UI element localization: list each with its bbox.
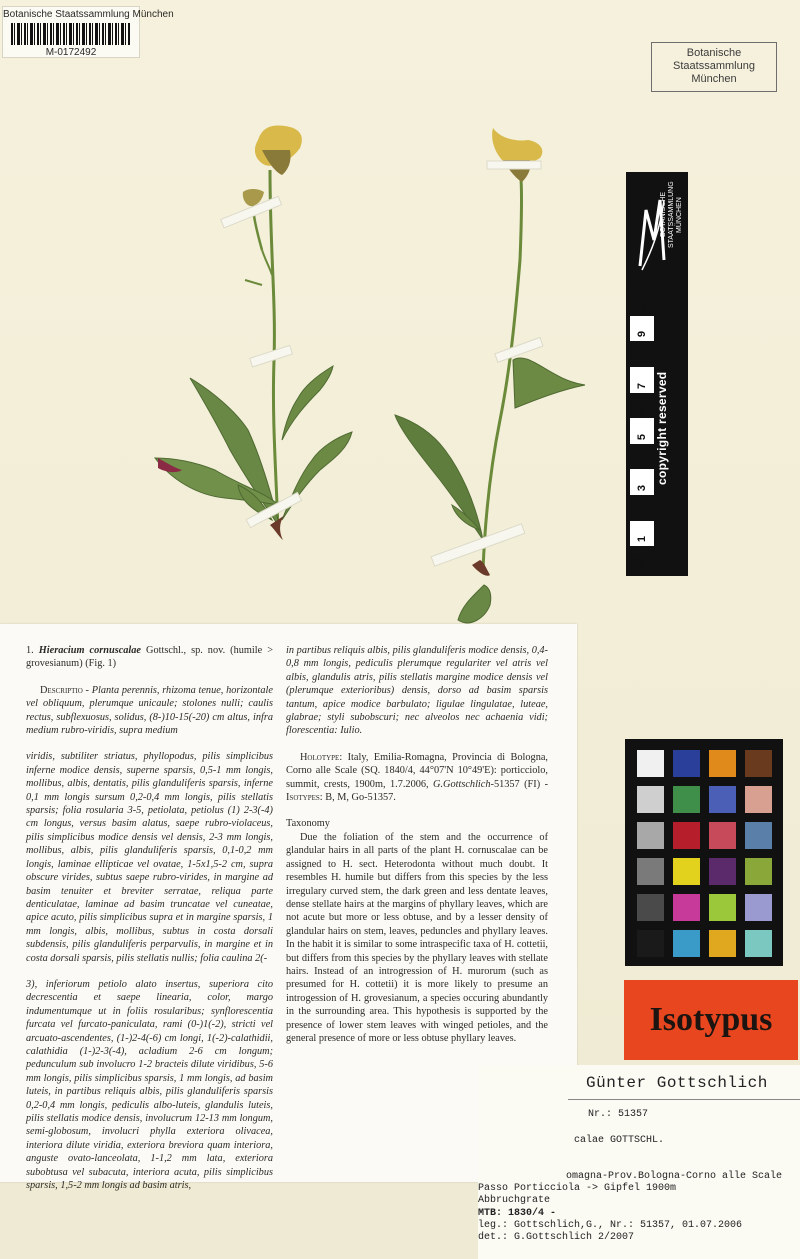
left-specimen (155, 126, 352, 540)
color-patch (709, 858, 736, 885)
locality-line: omagna-Prov.Bologna-Corno alle Scale (566, 1171, 783, 1182)
descriptio-continued: viridis, subtiliter striatus, phyllopodus, pilis simplicibus inferne modice densis, superne sparsis, 0,5-1 mm longis, mollibus, albis, dentatis, pilis glanduliferis sparsis, inferne 0,1 mm longis sursum 0,2-0,4 mm longis, pilis stellatis sparsis; folia rosularia 3-5, petiolata, petiolus (1) 2-3(-4) cm longus, versus basim alatus, saepe rubro-violaceus, pilis simplicibus modice densis vel densis, 2-3 mm longis, mollibus, albis, pilis glanduliferis sparsis, 0,1-0,2 mm longis, laminae ellipticae vel ovatae, 1-5x1,5-2 cm, supra obscure virides, subtus saepe rubro-virides, in margine ad basim tenuiter et breviter serratae, reliqua parte denticulatae, laminae ad basim truncatae vel cuneatae, apice acuto, pilis simplicibus supra et in margine sparsis, 1 mm longis, albis, mollibus, subtus in costa dorsali subdensis, pilis glanduliferis perparvulis, in margine et in costa dorsali sparsis, pilis stellatis nullis; folia caulina 2(- (26, 751, 273, 964)
locality-line: Passo Porticciola -> Gipfel 1900m (478, 1183, 677, 1194)
color-patch (709, 894, 736, 921)
color-patch (745, 786, 772, 813)
collection-number: Nr.: 51357 (588, 1109, 649, 1120)
barcode-number: M-0172492 (45, 47, 97, 58)
scale-ruler (630, 290, 654, 572)
det-line: det.: G.Gottschlich 2/2007 (478, 1232, 635, 1243)
color-patch (673, 750, 700, 777)
scale-bar (626, 172, 688, 576)
ruler-tick-label: 8 (636, 356, 648, 363)
stamp-line: München (691, 73, 737, 85)
color-patch (709, 786, 736, 813)
label-divider (568, 1099, 800, 1100)
color-patch (637, 930, 664, 957)
ruler-tick-label: 7 (636, 382, 648, 389)
color-patch (637, 822, 664, 849)
ruler-tick-label: 1 (636, 536, 648, 543)
barcode-institution: Botanische Staatssammlung München (3, 9, 174, 20)
color-patch (745, 930, 772, 957)
taxon-name: calae GOTTSCHL. (574, 1135, 665, 1146)
color-patch (637, 894, 664, 921)
publication-column-right (286, 644, 548, 1045)
color-patch (673, 930, 700, 957)
scale-logo-text: BOTANISCHE STAATSSAMMLUNG MÜNCHEN (660, 181, 683, 249)
color-patch (637, 786, 664, 813)
collection-label (478, 1065, 800, 1259)
color-patch (709, 822, 736, 849)
color-patch (745, 894, 772, 921)
color-patch (637, 750, 664, 777)
ruler-tick-label: 4 (636, 459, 648, 466)
color-patch (673, 822, 700, 849)
right-specimen (395, 128, 585, 623)
color-patch (709, 930, 736, 957)
ruler-tick-label: 5 (636, 433, 648, 440)
publication-column-left (26, 644, 273, 1192)
color-patch (673, 786, 700, 813)
color-patch (745, 858, 772, 885)
ruler-tick-label: 6 (636, 408, 648, 415)
descriptio-continued-2: 3), inferiorum petiolo alato insertus, superiora cito decrescentia et saepe linearia, color, margo indumentumque ut in foliis rosularibus; synflorescentia furcata vel furcato-paniculata, rami (0-)1(-2), stricti vel arcuato-ascendentes, (1-)2-4(-6) cm longi, 1(-2)-calathidii, calathidia (1-)2-3(-4), acladium 2-6 cm longum; pedunculum sub involucro 1-2 bracteis dilute viridibus, 5-6 mm longis, pilis simplicibus sparsis, 1 mm longis, ad basim luteis, in partibus reliquis albis, pilis glanduliferis sparsis 0,2-0,4 mm longis, pediculis albo-luteis, glandulis luteis, pilis stellatis modice densis, involucrum 12-13 mm longum, semi-globosum, involucri phylla exteriora olivacea, interiora dilute viridia, exteriora breviora quam interiora, anguste ovato-lanceolata, 1-1,2 mm lata, exteriora subobtusa vel subacuta, interiora acuta, pilis simplicibus sparsis, 1,5-2 mm longis ad basim atris, (26, 978, 273, 1192)
color-patch (637, 858, 664, 885)
habitat-line: Abbruchgrate (478, 1195, 551, 1206)
ruler-tick-label: 10 (636, 302, 648, 315)
stamp-line: Staatssammlung (673, 60, 755, 72)
mtb-line: MTB: 1830/4 - (478, 1208, 557, 1219)
species-heading: 1. Hieracium cornuscalae Gottschl., sp. nov. (humile > grovesianum) (Fig. 1) (26, 645, 274, 670)
isotypus-label (624, 980, 798, 1060)
ruler-tick-label: 3 (636, 485, 648, 492)
leg-line: leg.: Gottschlich,G., Nr.: 51357, 01.07.2006 (478, 1220, 743, 1231)
color-patch (673, 858, 700, 885)
taxonomy-paragraph: Due the foliation of the stem and the occurrence of glandular hairs in all parts of the plant H. cornuscalae can be assigned to H. sect. Heterodonta without much doubt. It resembles H. humile but differs from this species by the less irregulary curved stem, the dark green and less dentate leaves, dense stellate hairs at the margins of phyllary leaves, which are not acute but more or less obtuse, and by a lesser density of glandular hairs on stem, leaves, peduncles and phyllary leaves. In the habit it is similar to some intraspecific taxa of H. cottetii, but differs from this species by the phyllary leaves with stellate hairs. Instead of an introgression of H. murorum (such as presumed for H. cottetii) it is more likely to presume an introgession of H. grovesianum, a species occuring abundantly in the surrounding area. This hypothesis is supported by the presence of lower stem leaves with winged petioles, and the general presence of more or less obtuse phyllary leaves. (286, 831, 548, 1044)
ruler-tick-label: 2 (636, 510, 648, 517)
color-patch (745, 822, 772, 849)
descriptio-paragraph: Descriptio - Planta perennis, rhizoma tenue, horizontale vel obliquum, plerumque unicaule; stolones nulli; caulis rectus, subflexuosus, solidus, (8-)10-15(-20) cm altus, infra medium rubro-viridis, supra medium (26, 684, 273, 737)
ruler-tick-label: 0 (636, 561, 648, 569)
color-calibration-chart (625, 739, 783, 966)
copyright-text: copyright reserved (655, 371, 669, 485)
color-patch (673, 894, 700, 921)
taxonomy-heading: Taxonomy (286, 818, 330, 830)
color-patch (745, 750, 772, 777)
collector-name: Günter Gottschlich (586, 1074, 768, 1092)
stamp-line: Botanische (686, 47, 742, 59)
isotypus-text: Isotypus (649, 1001, 773, 1038)
holotype-paragraph: Holotype: Italy, Emilia-Romagna, Provincia di Bologna, Corno alle Scale (SQ. 1840/4, 44°07'N 10°49'E): porticciolo, summit, crests, 1900m, 1.7.2006, G.Gottschlich-51357 (FI) - Isotypes: B, M, Go-51357. (286, 751, 549, 804)
scale-unit: cm (629, 556, 639, 568)
color-patch (709, 750, 736, 777)
descriptio-end: in partibus reliquis albis, pilis glanduliferis modice densis, 0,4-0,8 mm longis, pediculis plerumque regulariter vel atris vel albis, glandulis atris, pilis stellatis margine modice densis vel (plerumque exterioribus) densis, dorso ad basim sparsis tantum, apice modice barbulato; ligulae lingulatae, luteae, glabrae; styli subobscuri; nec alveolos nec achaenia vidi; florescentia: Iulio. (286, 645, 548, 737)
ruler-tick-label: 9 (636, 331, 648, 338)
